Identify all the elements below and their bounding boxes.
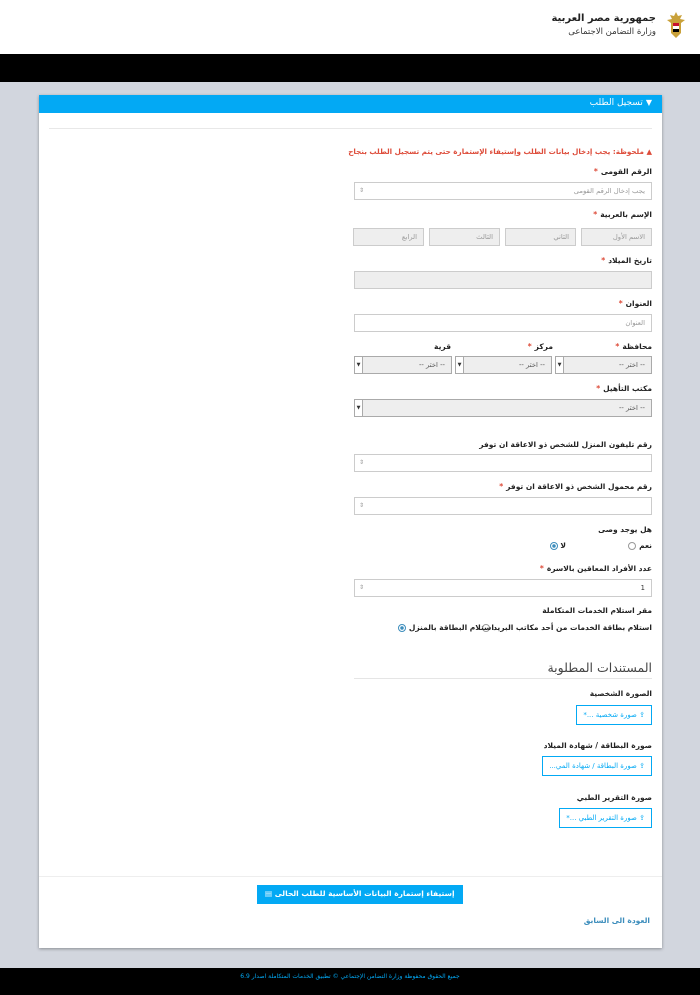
- disabled-count-input[interactable]: 1 ⇕: [354, 579, 652, 597]
- country-title: جمهورية مصر العربية: [551, 13, 656, 24]
- upload-icon: ⇪: [639, 711, 645, 719]
- back-link[interactable]: العودة الى السابق: [583, 916, 650, 925]
- delivery-home-option[interactable]: استلام البطاقة بالمنزل: [398, 623, 494, 632]
- upload-icon: ⇪: [639, 762, 645, 770]
- rehab-office-label: مكتب التأهيل*: [596, 384, 652, 393]
- egypt-emblem-icon: [665, 11, 687, 39]
- top-header: [0, 0, 700, 54]
- submit-form-button[interactable]: إستيفاء إستمارة البيانات الأساسية للطلب الحالى ▤: [257, 885, 463, 904]
- panel-title: تسجيل الطلب: [589, 98, 643, 108]
- home-phone-input[interactable]: [354, 454, 652, 472]
- disabled-count-label: عدد الأفراد المعاقين بالاسرة*: [539, 564, 652, 573]
- upload-icon: ⇪: [639, 814, 645, 822]
- registration-panel: [39, 95, 662, 948]
- spinner-icon[interactable]: ⇕: [359, 584, 365, 591]
- form-note: ▲ ملحوظة: يجب إدخال بيانات الطلب وإستيفاء الإستمارة حتى يتم تسجيل الطلب بنجاح: [348, 147, 652, 156]
- birth-date-label: تاريخ الميلاد*: [601, 256, 652, 265]
- home-phone-label: رقم تليفون المنزل للشخص ذو الاعاقة ان توفر: [479, 440, 652, 449]
- guardian-label: هل يوجد وصى: [598, 525, 652, 534]
- ministry-subtitle: وزارة التضامن الاجتماعى: [568, 27, 656, 37]
- address-input[interactable]: العنوان: [354, 314, 652, 332]
- list-icon: ▤: [265, 889, 273, 898]
- mobile-input[interactable]: [354, 497, 652, 515]
- national-id-input[interactable]: يجب إدخال الرقم القومى ⇕: [354, 182, 652, 200]
- delivery-label: مقر استلام الخدمات المتكاملة: [542, 606, 652, 615]
- chevron-down-icon: ▼: [645, 98, 652, 107]
- documents-title: المستندات المطلوبة: [547, 660, 652, 675]
- first-name-input[interactable]: الاسم الأول: [581, 228, 652, 246]
- governorate-label: محافظة*: [615, 342, 652, 351]
- birth-date-input[interactable]: [354, 271, 652, 289]
- center-label: مركز*: [527, 342, 553, 351]
- divider: [49, 128, 652, 129]
- fourth-name-input[interactable]: الرابع: [353, 228, 424, 246]
- footer: جميع الحقوق محفوظة وزارة التضامن الإجتماعي © تطبيق الخدمات المتكاملة اصدار 6.9: [0, 968, 700, 995]
- address-label: العنوان*: [618, 299, 652, 308]
- medical-report-upload-button[interactable]: ⇪ صورة التقرير الطبي ...*: [559, 808, 652, 828]
- national-id-label: الرقم القومى*: [593, 167, 652, 176]
- panel-header[interactable]: [39, 95, 662, 113]
- divider: [39, 876, 662, 877]
- dropdown-arrow-icon: ▼: [456, 357, 464, 373]
- radio-button-selected[interactable]: [550, 542, 558, 550]
- spinner-icon[interactable]: ⇕: [359, 459, 365, 466]
- dropdown-arrow-icon: ▼: [355, 357, 363, 373]
- governorate-select[interactable]: -- اختر -- ▼: [555, 356, 652, 374]
- mobile-label: رقم محمول الشخص ذو الاعاقة ان توفر*: [499, 482, 652, 491]
- village-select[interactable]: -- اختر -- ▼: [354, 356, 452, 374]
- nav-bar: [0, 54, 700, 82]
- dropdown-arrow-icon: ▼: [556, 357, 564, 373]
- spinner-icon[interactable]: ⇕: [359, 187, 365, 194]
- dropdown-arrow-icon: ▼: [355, 400, 363, 416]
- personal-photo-upload-button[interactable]: ⇪ صورة شخصية ...*: [576, 705, 652, 725]
- radio-button[interactable]: [628, 542, 636, 550]
- personal-photo-label: الصورة الشخصية: [589, 689, 652, 698]
- guardian-no-option[interactable]: لا: [550, 541, 566, 550]
- delivery-post-option[interactable]: استلام بطاقة الخدمات من أحد مكاتب البريد: [482, 623, 652, 632]
- second-name-input[interactable]: الثاني: [505, 228, 576, 246]
- arabic-name-label: الإسم بالعربية*: [593, 210, 652, 219]
- medical-report-label: صورة التقرير الطبي: [576, 793, 652, 802]
- third-name-input[interactable]: الثالث: [429, 228, 500, 246]
- village-label: قرية: [434, 342, 451, 351]
- guardian-yes-option[interactable]: نعم: [628, 541, 652, 550]
- divider: [354, 678, 652, 679]
- id-card-upload-button[interactable]: ⇪ صورة البطاقة / شهادة المي...: [542, 756, 652, 776]
- rehab-office-select[interactable]: -- اختر -- ▼: [354, 399, 652, 417]
- warning-icon: ▲: [646, 147, 652, 156]
- radio-button-selected[interactable]: [398, 624, 406, 632]
- spinner-icon[interactable]: ⇕: [359, 502, 365, 509]
- id-card-label: صورة البطاقة / شهادة الميلاد: [543, 741, 652, 750]
- center-select[interactable]: -- اختر -- ▼: [455, 356, 552, 374]
